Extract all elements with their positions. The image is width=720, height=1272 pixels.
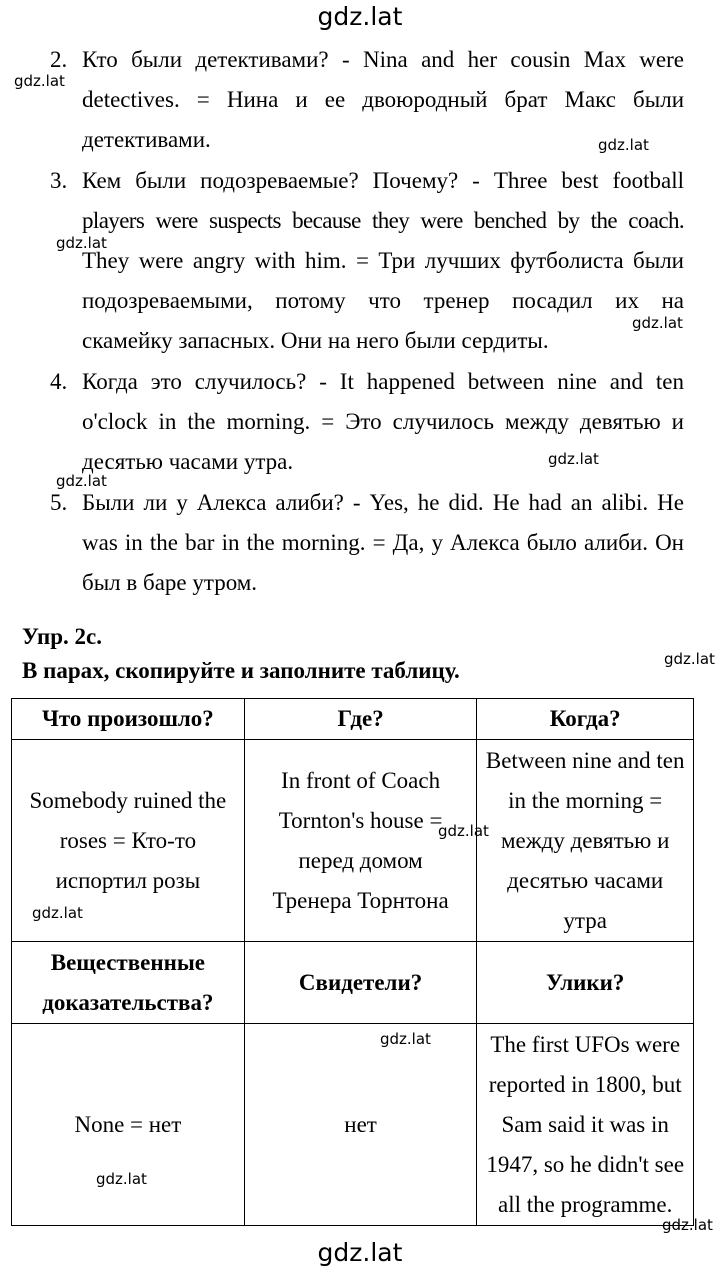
answer-line: players were suspects because they were benched by the coach. bbox=[82, 208, 684, 233]
table-header-cell: Что произошло? bbox=[12, 699, 245, 740]
cell-line: in the morning = bbox=[508, 787, 663, 813]
watermark: gdz.lat bbox=[96, 1170, 147, 1188]
cell-line: Тренера Торнтона bbox=[272, 887, 449, 913]
answer-line: скамейку запасных. Они на него были сердиты. bbox=[82, 328, 549, 353]
cell-line: Tornton's house = bbox=[278, 807, 443, 833]
watermark: gdz.lat bbox=[56, 472, 107, 490]
answer-line: o'clock in the morning. = Это случилось между девятью и bbox=[82, 409, 684, 434]
cell-line: Between nine and ten bbox=[485, 747, 685, 773]
cell-line: доказательства? bbox=[42, 989, 214, 1015]
table-header-cell bbox=[12, 942, 245, 1024]
answer-line: подозреваемыми, потому что тренер посадил их на bbox=[82, 288, 684, 313]
answer-line: детективами. bbox=[82, 127, 211, 152]
table-cell bbox=[477, 740, 694, 942]
site-header: gdz.lat bbox=[317, 2, 403, 31]
cell-line: между девятью и bbox=[500, 827, 670, 853]
answer-line: десятью часами утра. bbox=[82, 449, 294, 474]
cell-line: Свидетели? bbox=[298, 969, 423, 995]
table-header-cell: Где? bbox=[244, 699, 477, 740]
table-cell bbox=[244, 740, 477, 942]
answer-number: 3. bbox=[50, 168, 68, 193]
table-row bbox=[12, 1024, 694, 1226]
watermark: gdz.lat bbox=[32, 904, 83, 922]
answer-item bbox=[0, 362, 720, 484]
cell-line: In front of Coach bbox=[281, 767, 441, 793]
table-cell bbox=[477, 1024, 694, 1226]
cell-line: перед домом bbox=[298, 847, 423, 873]
answer-number: 5. bbox=[50, 490, 68, 515]
table-cell bbox=[244, 1024, 477, 1226]
cell-line: The first UFOs were bbox=[490, 1031, 681, 1057]
answer-line: Когда это случилось? - It happened between nine and ten bbox=[82, 369, 684, 394]
exercise-instruction: В парах, скопируйте и заполните таблицу. bbox=[22, 658, 460, 683]
watermark: gdz.lat bbox=[548, 450, 599, 468]
answer-line: Были ли у Алекса алиби? - Yes, he did. He had an alibi. He bbox=[82, 490, 684, 515]
answer-line: был в баре утром. bbox=[82, 570, 258, 595]
watermark: gdz.lat bbox=[662, 1216, 713, 1234]
cell-line: Вещественные bbox=[50, 949, 206, 975]
answer-line: Кто были детективами? - Nina and her cousin Max were bbox=[82, 47, 684, 72]
cell-line: испортил розы bbox=[55, 867, 201, 893]
watermark: gdz.lat bbox=[664, 650, 715, 668]
answer-line: was in the bar in the morning. = Да, у Алекса было алиби. Он bbox=[82, 530, 684, 555]
cell-line: десятью часами bbox=[507, 867, 664, 893]
cell-line: Somebody ruined the bbox=[29, 787, 227, 813]
cell-line: нет bbox=[344, 1111, 377, 1137]
watermark: gdz.lat bbox=[380, 1030, 431, 1048]
exercise-title: Упр. 2с. bbox=[22, 624, 102, 649]
watermark: gdz.lat bbox=[632, 314, 683, 332]
watermark: gdz.lat bbox=[598, 136, 649, 154]
answer-item bbox=[0, 483, 720, 605]
cell-line: None = нет bbox=[74, 1111, 182, 1137]
watermark: gdz.lat bbox=[56, 234, 107, 252]
cell-line: Sam said it was in bbox=[501, 1111, 669, 1137]
cell-line: утра bbox=[563, 907, 607, 933]
answer-item bbox=[0, 40, 720, 162]
answer-line: Кем были подозреваемые? Почему? - Three best football bbox=[82, 168, 684, 193]
table-cell bbox=[12, 1024, 245, 1226]
answer-number: 4. bbox=[50, 369, 68, 394]
table-header-cell bbox=[477, 942, 694, 1024]
table-header-cell bbox=[244, 942, 477, 1024]
table-header-row bbox=[12, 942, 694, 1024]
cell-line: 1947, so he didn't see bbox=[486, 1151, 685, 1177]
table-cell bbox=[12, 740, 245, 942]
answer-number: 2. bbox=[50, 47, 68, 72]
table-header-cell: Когда? bbox=[477, 699, 694, 740]
cell-line: Улики? bbox=[545, 969, 625, 995]
answer-line: detectives. = Нина и ее двоюродный брат Макс были bbox=[82, 87, 684, 112]
cell-line: roses = Кто-то bbox=[59, 827, 197, 853]
site-footer: gdz.lat bbox=[317, 1238, 403, 1267]
table-row bbox=[12, 740, 694, 942]
watermark: gdz.lat bbox=[14, 72, 65, 90]
answer-line: They were angry with him. = Три лучших футболиста были bbox=[82, 248, 684, 273]
answer-table bbox=[11, 698, 694, 1226]
table-header-row bbox=[12, 699, 694, 740]
watermark: gdz.lat bbox=[438, 822, 489, 840]
cell-line: reported in 1800, but bbox=[488, 1071, 682, 1097]
answer-item bbox=[0, 161, 720, 363]
cell-line: all the programme. bbox=[498, 1191, 673, 1217]
